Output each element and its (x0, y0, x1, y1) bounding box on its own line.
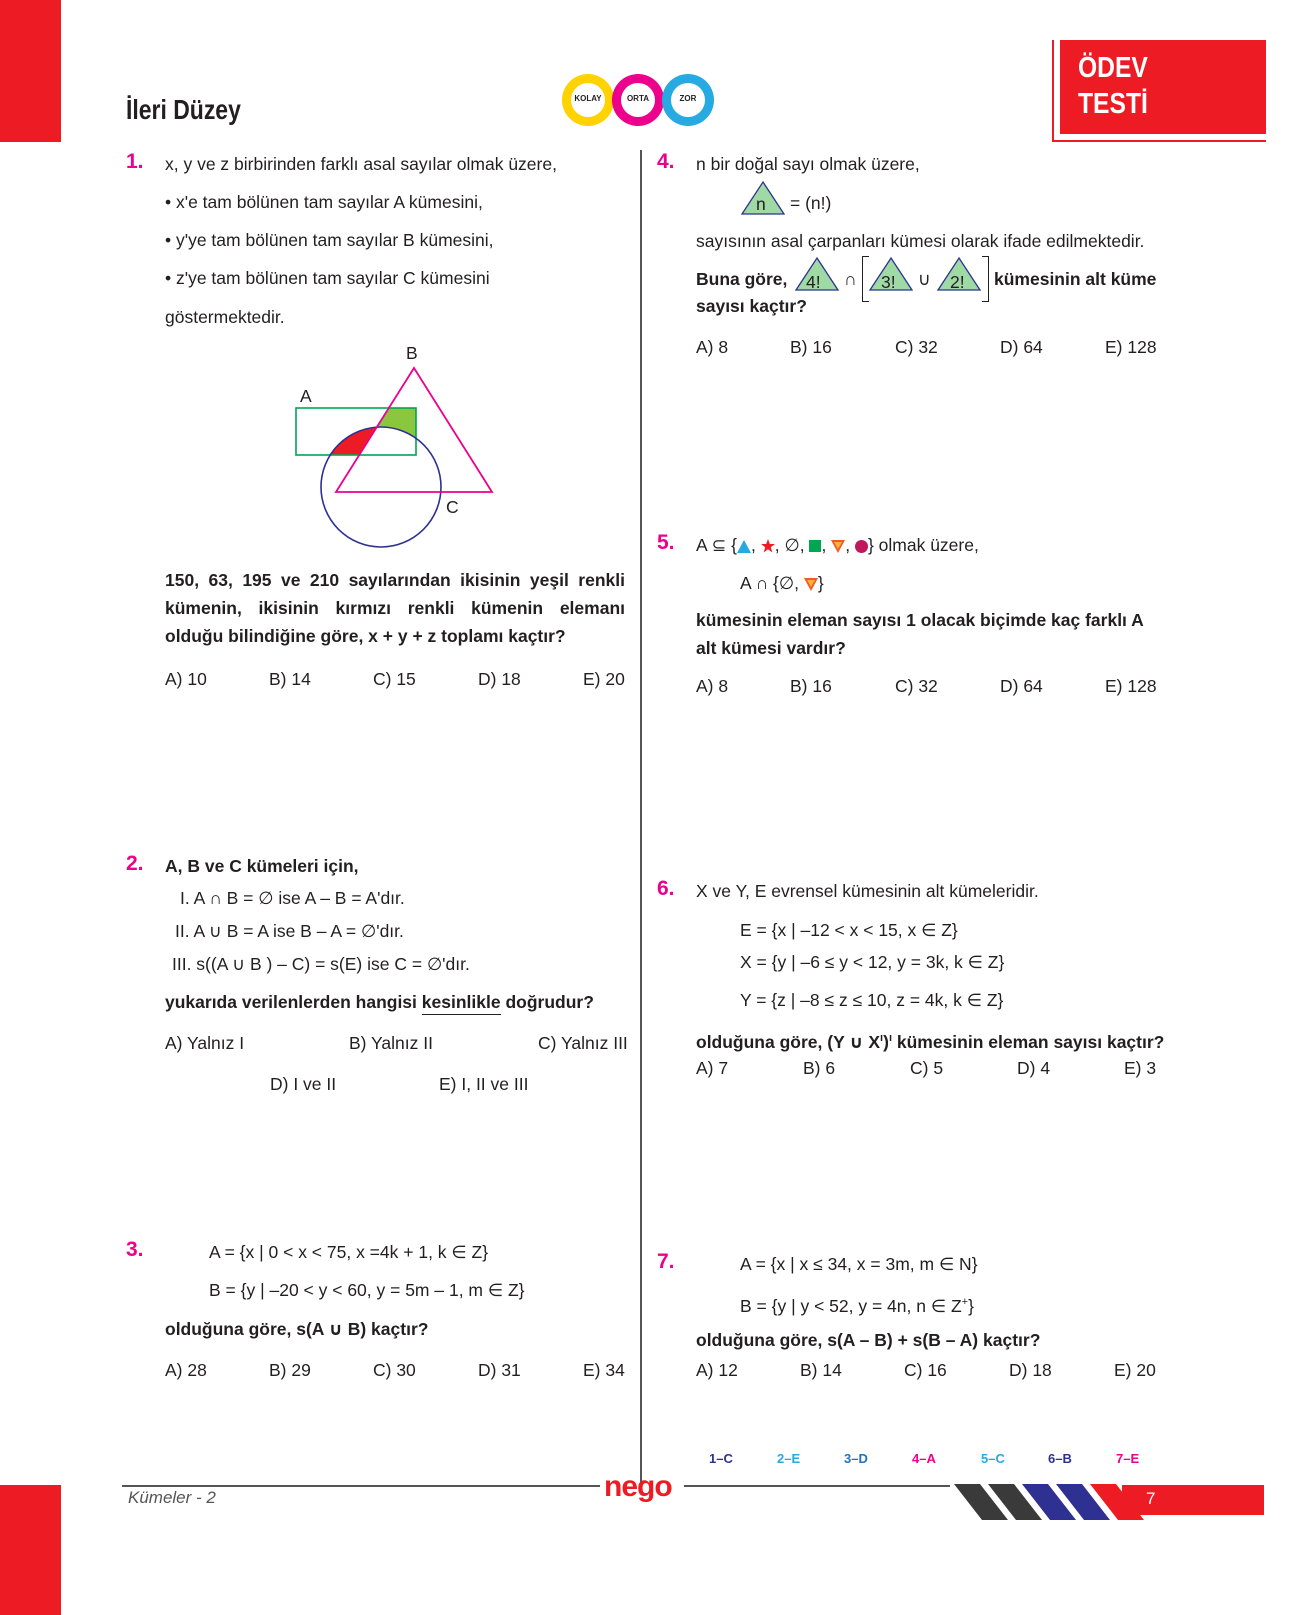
difficulty-indicator (560, 68, 716, 132)
q6-q-pre: olduğuna göre, (Y ∪ X (696, 1031, 881, 1052)
q6-q-prime-outer: ı (888, 1032, 892, 1044)
q2-statement-3: III. s((A ∪ B ) – C) = s(E) ise C = ∅'dır. (172, 954, 470, 974)
magenta-circle-icon (855, 540, 868, 553)
red-star-icon (761, 539, 775, 553)
footer-line-left (122, 1485, 600, 1487)
q6-choice-b[interactable]: B) 6 (803, 1058, 836, 1078)
q5-choice-d[interactable]: D) 64 (1000, 676, 1043, 696)
q6-q-prime: ı (880, 1032, 884, 1044)
answer-key-item: 5–C (981, 1451, 1005, 1466)
q2-question-post: doğrudur? (505, 992, 594, 1012)
q5-choice-a[interactable]: A) 8 (696, 676, 729, 696)
q5-intro-pre: A ⊆ { (696, 535, 737, 555)
q6-e-set: E = {x | –12 < x < 15, x ∈ Z} (740, 920, 958, 940)
q4-triangle-n-label: n (756, 194, 766, 214)
q4-choice-d[interactable]: D) 64 (1000, 337, 1043, 357)
q3-choice-e[interactable]: E) 34 (583, 1360, 625, 1380)
q2-statement-1: I. A ∩ B = ∅ ise A – B = A'dır. (180, 888, 405, 908)
q2-question (165, 991, 594, 1013)
q4-op-intersect: ∩ (844, 269, 857, 289)
q4-def-eq: = (n!) (790, 193, 832, 213)
left-red-strip-top (0, 0, 61, 142)
q4-q-post: kümesinin alt küme (994, 269, 1157, 289)
q5-intro-post: } olmak üzere, (867, 535, 979, 555)
q2-choice-a[interactable]: A) Yalnız I (165, 1033, 245, 1053)
footer-stripes (950, 1484, 1150, 1520)
question-number: 6. (657, 877, 675, 900)
answer-key-item: 3–D (844, 1451, 868, 1466)
q1-bullet-2: • y'ye tam bölünen tam sayılar B kümesini, (165, 230, 494, 250)
q7-set-b-post: } (968, 1295, 974, 1316)
q4-desc: sayısının asal çarpanları kümesi olarak ifade edilmektedir. (696, 231, 1145, 251)
q7-question: olduğuna göre, s(A – B) + s(B – A) kaçtır? (696, 1330, 1041, 1350)
q7-choice-d[interactable]: D) 18 (1009, 1360, 1052, 1380)
q7-choice-e[interactable]: E) 20 (1114, 1360, 1156, 1380)
footer-page-box (1122, 1485, 1264, 1515)
green-region (336, 368, 492, 492)
q1-choice-b[interactable]: B) 14 (269, 669, 311, 689)
q2-choice-b[interactable]: B) Yalnız II (349, 1033, 433, 1053)
q7-choice-b[interactable]: B) 14 (800, 1360, 842, 1380)
q1-intro: x, y ve z birbirinden farklı asal sayılar olmak üzere, (165, 154, 557, 174)
q6-question (696, 1027, 1164, 1053)
footer-topic: Kümeler - 2 (128, 1488, 216, 1507)
q6-choice-e[interactable]: E) 3 (1124, 1058, 1157, 1078)
badge-line1: ÖDEV (1078, 52, 1148, 84)
q3-question: olduğuna göre, s(A ∪ B) kaçtır? (165, 1319, 429, 1339)
figure-label-c: C (446, 497, 459, 517)
question-number: 1. (126, 150, 144, 173)
q3-set-b: B = {y | –20 < y < 60, y = 5m – 1, m ∈ Z} (209, 1280, 525, 1300)
q7-set-b-sup: + (961, 1296, 969, 1308)
brand-logo: nego (604, 1470, 672, 1503)
q5-sep: , (799, 535, 805, 555)
question-number: 5. (657, 531, 675, 554)
q4-triangle-3-label: 3! (881, 272, 896, 292)
q1-question: 150, 63, 195 ve 210 sayılarından ikisinin yeşil renkli kümenin, ikisinin kırmızı renkli kümenin elemanı olduğu bilindiğine göre, x + y + z toplamı kaçtır? (165, 570, 625, 646)
q4-intro: n bir doğal sayı olmak üzere, (696, 154, 920, 174)
q3-set-a: A = {x | 0 < x < 75, x =4k + 1, k ∈ Z} (209, 1242, 489, 1262)
q1-outro: göstermektedir. (165, 307, 285, 327)
q2-choice-e[interactable]: E) I, II ve III (439, 1074, 529, 1094)
answer-key-item: 1–C (709, 1451, 733, 1466)
left-red-strip-bottom (0, 1485, 61, 1615)
footer-line-right (684, 1485, 950, 1487)
q6-choice-d[interactable]: D) 4 (1017, 1058, 1051, 1078)
question-number: 4. (657, 150, 675, 173)
green-square-icon (809, 540, 821, 552)
q2-intro: A, B ve C kümeleri için, (165, 856, 359, 876)
figure-label-a: A (300, 386, 312, 406)
question-number: 3. (126, 1238, 144, 1261)
q5-sep: , (845, 535, 851, 555)
q4-choice-c[interactable]: C) 32 (895, 337, 938, 357)
answer-key-item: 4–A (912, 1451, 936, 1466)
q5-choice-e[interactable]: E) 128 (1105, 676, 1157, 696)
odev-testi-badge (1052, 40, 1266, 142)
q1-choice-a[interactable]: A) 10 (165, 669, 207, 689)
q6-intro: X ve Y, E evrensel kümesinin alt kümeleridir. (696, 881, 1039, 901)
question-number: 7. (657, 1250, 675, 1273)
q5-empty-set: ∅ (784, 535, 800, 555)
level-title: İleri Düzey (126, 94, 241, 125)
q5-question: kümesinin eleman sayısı 1 olacak biçimde kaç farklı A alt kümesi vardır? (696, 610, 1144, 658)
q6-q-post: kümesinin eleman sayısı kaçtır? (892, 1031, 1165, 1052)
q5-choice-b[interactable]: B) 16 (790, 676, 832, 696)
q5-sep: , (774, 535, 780, 555)
q5-choice-c[interactable]: C) 32 (895, 676, 938, 696)
q5-expr-pre: A ∩ {∅, (740, 573, 799, 593)
q5-sep: , (750, 535, 756, 555)
q1-choice-c[interactable]: C) 15 (373, 669, 416, 689)
page-number: 7 (1146, 1489, 1156, 1508)
q1-bullet-3-text: z'ye tam bölünen tam sayılar C kümesini (176, 268, 490, 288)
q2-choice-d[interactable]: D) I ve II (270, 1074, 337, 1094)
q1-bullet-2-text: y'ye tam bölünen tam sayılar B kümesini, (176, 230, 494, 250)
q4-triangle-2-label: 2! (950, 272, 965, 292)
q7-choice-c[interactable]: C) 16 (904, 1360, 947, 1380)
q6-choice-a[interactable]: A) 7 (696, 1058, 729, 1078)
answer-key-item: 6–B (1048, 1451, 1072, 1466)
q1-bullet-1: • x'e tam bölünen tam sayılar A kümesini, (165, 192, 483, 212)
q4-choice-b[interactable]: B) 16 (790, 337, 832, 357)
q4-q-pre: Buna göre, (696, 269, 788, 289)
q7-choice-a[interactable]: A) 12 (696, 1360, 738, 1380)
q3-choice-b[interactable]: B) 29 (269, 1360, 311, 1380)
difficulty-kolay: KOLAY (574, 94, 602, 103)
q4-right-bracket (982, 256, 989, 302)
orange-down-triangle-icon (804, 578, 818, 591)
q1-bullet-3: • z'ye tam bölünen tam sayılar C kümesini (165, 268, 490, 288)
q1-bullet-1-text: x'e tam bölünen tam sayılar A kümesini, (176, 192, 483, 212)
q3-choice-c[interactable]: C) 30 (373, 1360, 416, 1380)
difficulty-zor: ZOR (679, 94, 697, 103)
q6-choice-c[interactable]: C) 5 (910, 1058, 944, 1078)
q5-expr (740, 572, 824, 594)
answer-key-item: 7–E (1116, 1451, 1140, 1466)
badge-line2: TESTİ (1078, 88, 1148, 120)
q7-set-b (740, 1291, 974, 1317)
q1-venn-figure (280, 340, 510, 560)
column-divider (640, 150, 642, 1493)
difficulty-orta: ORTA (626, 94, 650, 103)
q2-question-key: kesinlikle (422, 992, 501, 1015)
answer-key-item: 2–E (777, 1451, 801, 1466)
question-number: 2. (126, 852, 144, 875)
q5-intro (696, 534, 979, 556)
q4-q-line2: sayısı kaçtır? (696, 296, 807, 316)
q1-choice-d[interactable]: D) 18 (478, 669, 521, 689)
q2-question-pre: yukarıda verilenlerden hangisi (165, 992, 417, 1012)
q7-set-a: A = {x | x ≤ 34, x = 3m, m ∈ N} (740, 1254, 978, 1274)
q6-x-set: X = {y | –6 ≤ y < 12, y = 3k, k ∈ Z} (740, 952, 1005, 972)
orange-down-triangle-icon (831, 540, 845, 553)
q1-choice-e[interactable]: E) 20 (583, 669, 625, 689)
q3-choice-d[interactable]: D) 31 (478, 1360, 521, 1380)
q4-choice-e[interactable]: E) 128 (1105, 337, 1157, 357)
q4-choice-a[interactable]: A) 8 (696, 337, 729, 357)
q4-triangle-4-label: 4! (806, 272, 821, 292)
q5-sep: , (821, 535, 827, 555)
q6-q-close: ) (883, 1031, 889, 1052)
q7-set-b-pre: B = {y | y < 52, y = 4n, n ∈ Z (740, 1295, 962, 1316)
q2-choice-c[interactable]: C) Yalnız III (538, 1033, 628, 1053)
q6-y-set: Y = {z | –8 ≤ z ≤ 10, z = 4k, k ∈ Z} (740, 990, 1004, 1010)
q2-statement-2: II. A ∪ B = A ise B – A = ∅'dır. (175, 921, 404, 941)
q4-op-union: ∪ (918, 269, 931, 289)
q3-choice-a[interactable]: A) 28 (165, 1360, 207, 1380)
blue-triangle-icon (737, 540, 751, 553)
q5-expr-post: } (817, 573, 824, 593)
figure-label-b: B (406, 343, 418, 363)
